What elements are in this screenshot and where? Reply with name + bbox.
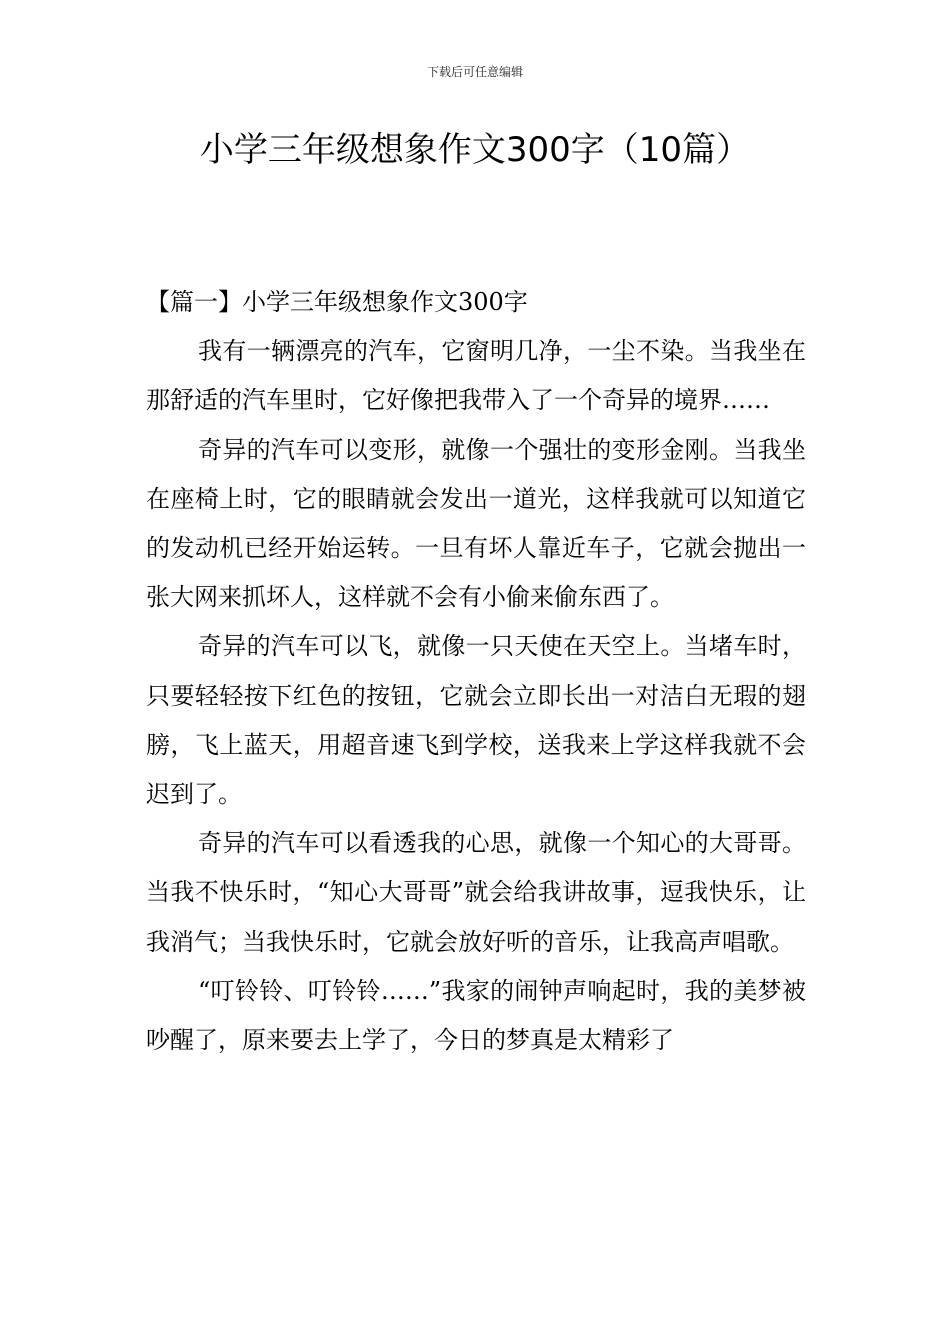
paragraph-2: 奇异的汽车可以变形，就像一个强壮的变形金刚。当我坐在座椅上时，它的眼睛就会发出一道光，这样我就可以知道它的发动机已经开始运转。一旦有坏人靠近车子，它就会抛出一张大网来抓坏人，这样就不会有小偷来偷东西了。 — [146, 435, 806, 612]
paragraph-3: 奇异的汽车可以飞，就像一只天使在天空上。当堵车时，只要轻轻按下红色的按钮，它就会立即长出一对洁白无瑕的翅膀，飞上蓝天，用超音速飞到学校，送我来上学这样我就不会迟到了。 — [146, 632, 806, 809]
page-title: 小学三年级想象作文300字（10篇） — [199, 130, 751, 170]
paragraph-1: 我有一辆漂亮的汽车，它窗明几净，一尘不染。当我坐在那舒适的汽车里时，它好像把我带入了一个奇异的境界…… — [146, 337, 806, 415]
section-heading: 【篇一】小学三年级想象作文300字 — [146, 288, 528, 316]
header-note: 下载后可任意编辑 — [426, 65, 523, 79]
paragraph-5: “叮铃铃、叮铃铃……”我家的闹钟声响起时，我的美梦被吵醒了，原来要去上学了，今日的梦真是太精彩了 — [146, 976, 806, 1055]
article-body — [146, 278, 806, 1065]
paragraph-4: 奇异的汽车可以看透我的心思，就像一个知心的大哥哥。当我不快乐时，“知心大哥哥”就会给我讲故事，逗我快乐，让我消气；当我快乐时，它就会放好听的音乐，让我高声唱歌。 — [146, 829, 806, 956]
